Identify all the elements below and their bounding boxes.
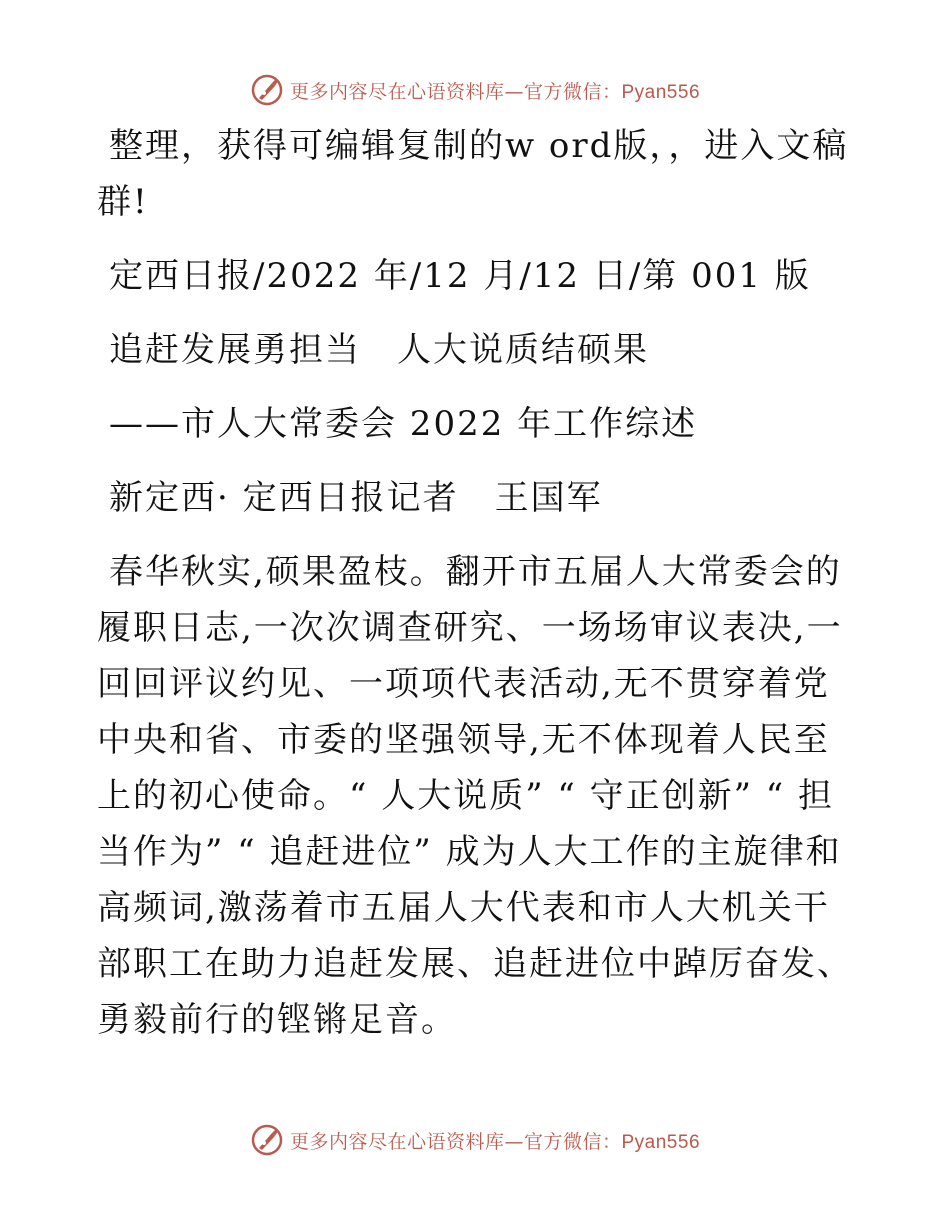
footer-watermark [0, 1120, 950, 1160]
watermark-text: 更多内容尽在心语资料库—官方微信：Pyan556 [289, 1130, 701, 1153]
subheadline: ——市人大常委会 2022 年工作综述 [109, 404, 698, 444]
header-watermark [0, 70, 950, 110]
source-line: 定西日报/2022 年/12 月/12 日/第 001 版 [109, 256, 811, 296]
watermark-wechat-id: Pyan556 [621, 1131, 701, 1153]
watermark-wechat-id: Pyan556 [621, 81, 701, 103]
headline: 追赶发展勇担当 人大说质结硕果 [109, 330, 649, 370]
watermark-text: 更多内容尽在心语资料库—官方微信：Pyan556 [289, 80, 701, 103]
quill-pen-icon [250, 1123, 284, 1157]
document-body [97, 118, 857, 1048]
quill-pen-icon [250, 73, 284, 107]
body-paragraph: 春华秋实,硕果盈枝。翻开市五届人大常委会的履职日志,一次次调查研究、一场场审议表决,一回回评议约见、一项项代表活动,无不贯穿着党中央和省、市委的坚强领导,无不体现着人民至上的初心使命。“ 人大说质” “ 守正创新” “ 担当作为” “ 追赶进位” 成为人大工作的主旋律和高频词,激荡着市五届人大代表和市人大机关干部职工在助力追赶发展、追赶进位中踔厉奋发、勇毅前行的铿锵足音。 [97, 552, 853, 1040]
intro-paragraph: 整理，获得可编辑复制的w ord版，，进入文稿群! [97, 126, 849, 222]
byline: 新定西· 定西日报记者 王国军 [109, 478, 603, 518]
